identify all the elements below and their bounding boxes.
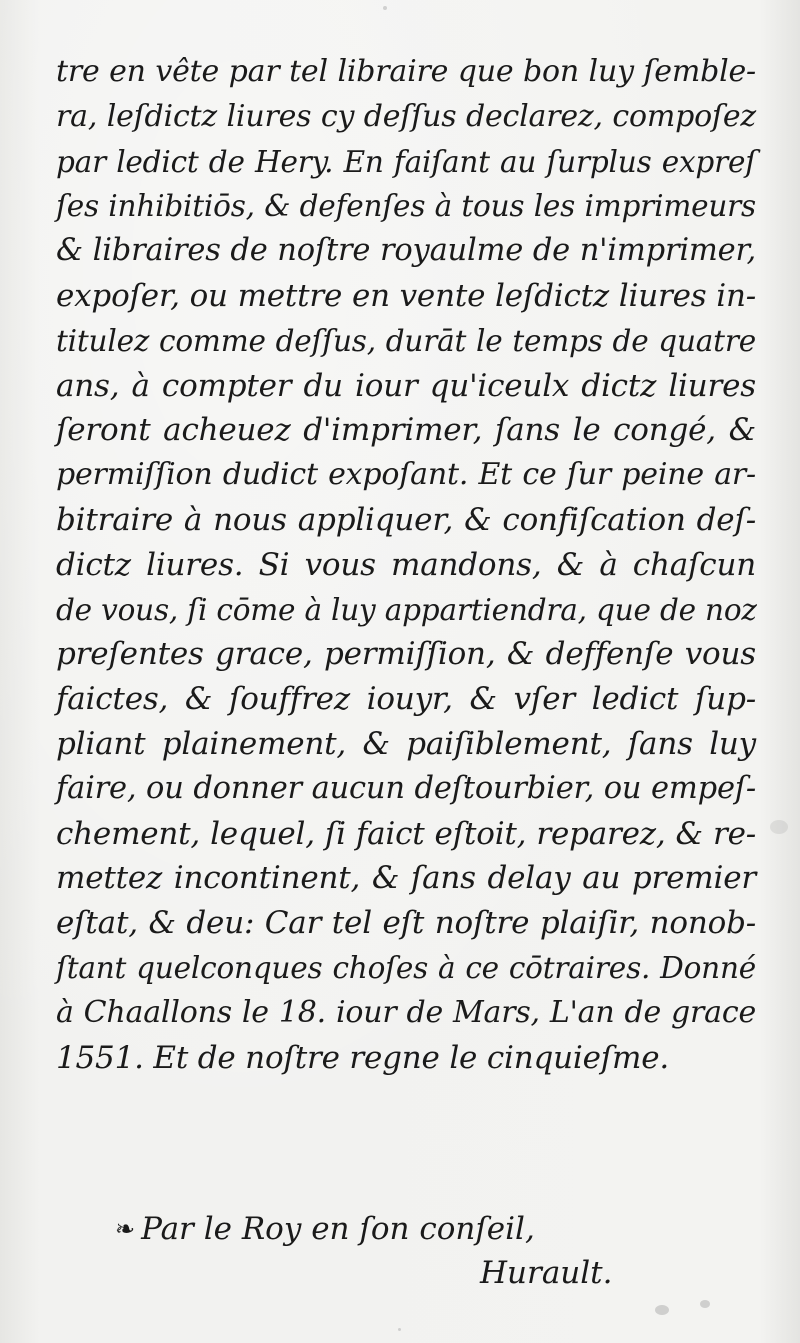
- paper-speck: [383, 6, 387, 10]
- text-line: à Chaallons le 18. iour de Mars, L'an de grace: [56, 994, 756, 1030]
- text-line: ra, leſdictz liures cy deſſus declarez, compoſez: [56, 98, 756, 134]
- text-line: ans, à compter du iour qu'iceulx dictz liures: [56, 367, 756, 404]
- paper-speck: [770, 820, 788, 834]
- text-line: ſes inhibitiōs, & defenſes à tous les imprimeurs: [56, 189, 756, 224]
- paper-speck: [700, 1300, 710, 1308]
- text-line: mettez incontinent, & ſans delay au premier: [56, 860, 756, 897]
- fleuron-icon: ❧: [115, 1215, 136, 1243]
- text-line: & libraires de noſtre royaulme de n'imprimer,: [56, 233, 756, 269]
- paper-speck: [655, 1305, 669, 1315]
- text-line: permiſſion dudict expoſant. Et ce ſur peine ar-: [56, 457, 756, 493]
- text-line: de vous, ſi cōme à luy appartiendra, que de noz: [56, 592, 757, 627]
- text-line: faictes, & ſouffrez iouyr, & vſer ledict ſup-: [56, 681, 756, 718]
- paper-speck: [398, 1328, 401, 1331]
- signature-block: [115, 1207, 675, 1291]
- text-line: eſtat, & deu: Car tel eſt noſtre plaiſir, nonob-: [56, 905, 756, 942]
- text-line: preſentes grace, permiſſion, & deffenſe vous: [56, 636, 756, 673]
- attestation-line: [115, 1207, 675, 1251]
- text-line: titulez comme deſſus, durāt le temps de quatre: [56, 323, 756, 358]
- text-line: chement, lequel, ſi faict eſtoit, reparez, & re-: [56, 815, 756, 852]
- text-line: ſtant quelconques choſes à ce cōtraires. Donné: [56, 950, 756, 985]
- privilege-text: [56, 50, 756, 1080]
- text-line: tre en vête par tel libraire que bon luy ſemble-: [56, 54, 756, 89]
- text-line: ſeront acheuez d'imprimer, ſans le congé, &: [56, 412, 756, 449]
- text-line: faire, ou donner aucun deſtourbier, ou empeſ-: [56, 770, 756, 806]
- text-line: bitraire à nous appliquer, & confiſcation deſ-: [56, 501, 756, 538]
- text-line: expoſer, ou mettre en vente leſdictz liures in-: [56, 277, 756, 314]
- text-line: par ledict de Hery. En faiſant au ſurplus expreſ: [56, 144, 756, 179]
- text-line: dictz liures. Si vous mandons, & à chaſcun: [56, 546, 756, 583]
- text-line: 1551. Et de noſtre regne le cinquieſme.: [56, 1039, 670, 1076]
- signer-name: Hurault.: [480, 1255, 613, 1291]
- attestation-text: Par le Roy en ſon conſeil,: [141, 1211, 535, 1247]
- text-line: pliant plainement, & paiſiblement, ſans luy: [56, 725, 756, 762]
